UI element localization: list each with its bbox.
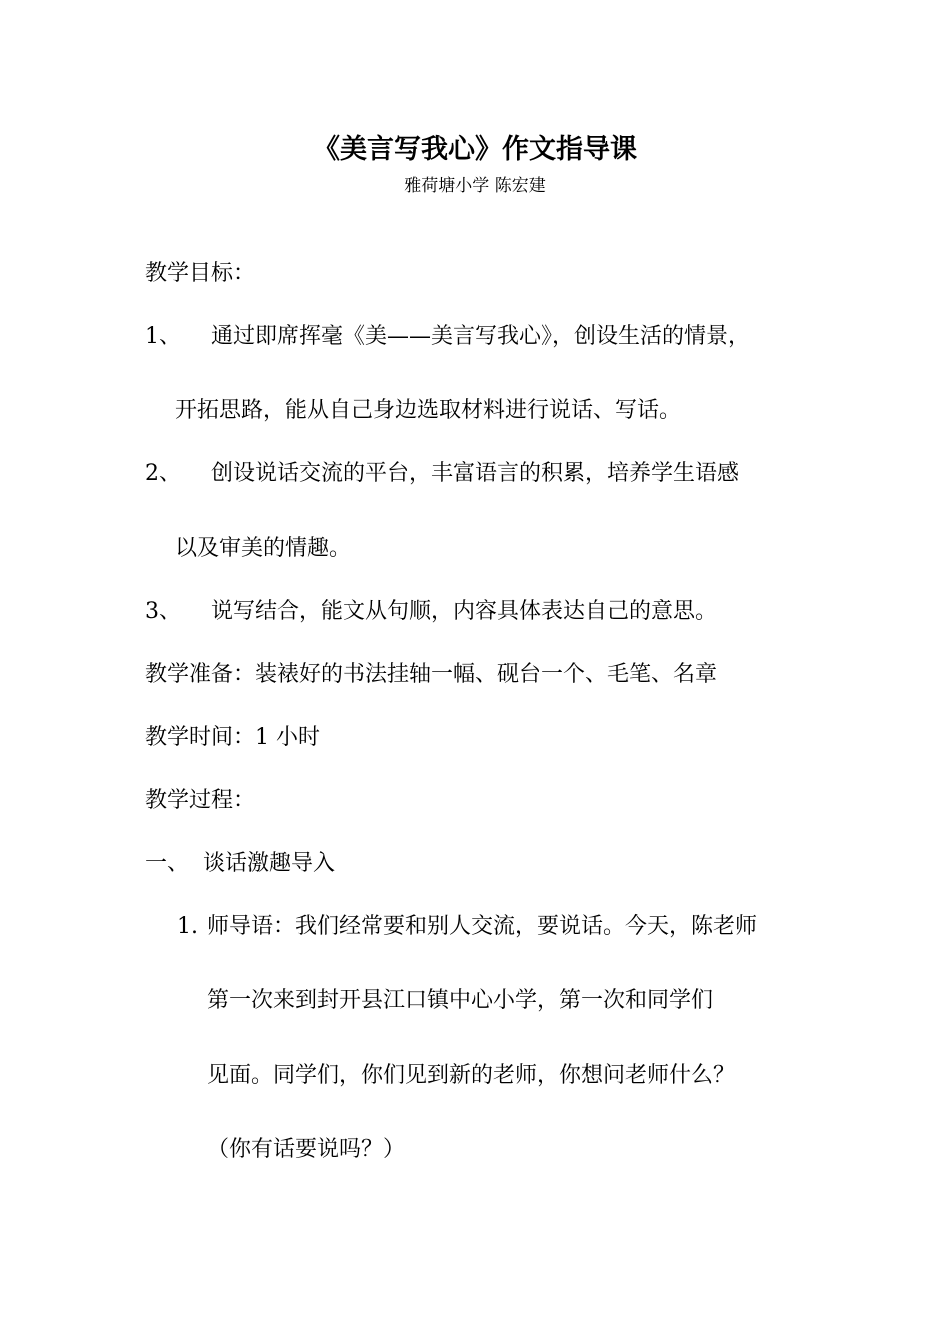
- goal-1-number: 1、: [145, 324, 181, 349]
- document-author: 雅荷塘小学 陈宏建: [404, 176, 546, 196]
- goal-2-line-1: [145, 457, 739, 491]
- goal-2-number: 2、: [145, 461, 181, 486]
- goals-heading: 教学目标：: [145, 261, 256, 286]
- section-1-heading: [145, 847, 335, 881]
- process-heading: 教学过程：: [145, 788, 256, 813]
- goal-1-line-2: 开拓思路，能从自己身边选取材料进行说话、写话。: [175, 398, 682, 423]
- item-1-line-4: （你有话要说吗？）: [207, 1137, 406, 1162]
- time-line: 教学时间：1 小时: [145, 725, 320, 750]
- item-1-line-3: 见面。同学们，你们见到新的老师，你想问老师什么？: [207, 1063, 736, 1088]
- goal-3-text-1: 说写结合，能文从句顺，内容具体表达自己的意思。: [211, 599, 718, 624]
- goal-3-line-1: [145, 595, 717, 629]
- item-1-line-2: 第一次来到封开县江口镇中心小学，第一次和同学们: [207, 988, 714, 1013]
- goal-2-line-2: 以及审美的情趣。: [175, 536, 352, 561]
- section-1-number: 一、: [145, 851, 190, 876]
- section-1-title: 谈话激趣导入: [203, 851, 336, 876]
- goal-1-text-1: 通过即席挥毫《美——美言写我心》，创设生活的情景，: [211, 324, 751, 349]
- goal-2-text-1: 创设说话交流的平台，丰富语言的积累，培养学生语感: [211, 461, 740, 486]
- preparation-line: 教学准备：装裱好的书法挂轴一幅、砚台一个、毛笔、名章: [145, 662, 718, 687]
- goal-3-number: 3、: [145, 599, 181, 624]
- document-title: 《美言写我心》作文指导课: [313, 134, 637, 165]
- item-1-number: 1.: [177, 914, 198, 939]
- item-1-text-1: 师导语：我们经常要和别人交流，要说话。今天，陈老师: [207, 914, 758, 939]
- item-1-line-1: [177, 910, 757, 944]
- goal-1-line-1: [145, 320, 750, 354]
